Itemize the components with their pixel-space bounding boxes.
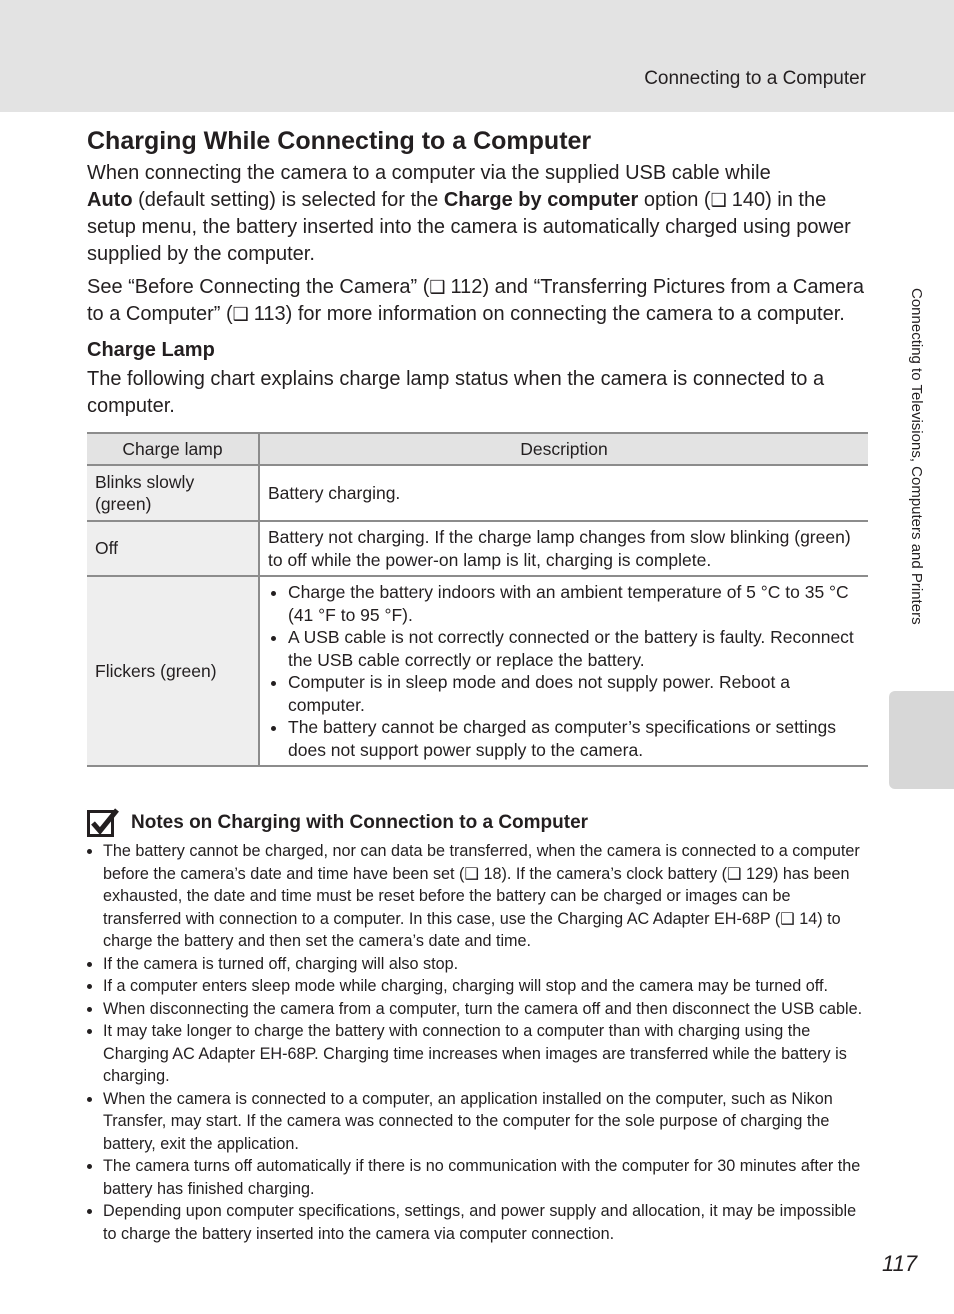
header-band [0, 0, 954, 112]
list-item: • The camera turns off automatically if there is no communication with the computer for 30 minutes after the battery has finished charging. [103, 1155, 868, 1200]
section-tab-label: Connecting to Televisions, Computers and Printers [908, 288, 925, 625]
notes-section [87, 806, 868, 1245]
list-item: • If the camera is turned off, charging will also stop. [103, 953, 868, 976]
auto-setting-label: Auto [87, 189, 133, 211]
list-item: • It may take longer to charge the battery with connection to a computer than with charging using the Charging AC Adapter EH-68P. Charging time increases when images are transferred while the battery is charging. [103, 1020, 868, 1088]
check-mark-icon [87, 808, 119, 838]
reference-book-icon: ❑ [710, 190, 732, 210]
section-heading: Charge Lamp [87, 339, 215, 361]
list-item: • The battery cannot be charged as computer’s specifications or settings does not support power supply to the camera. [288, 716, 860, 761]
list-item: • Computer is in sleep mode and does not supply power. Reboot a computer. [288, 671, 860, 716]
description-cell: Battery not charging. If the charge lamp changes from slow blinking (green) to off while the power-on lamp is lit, charging is complete. [259, 521, 868, 576]
list-item: • The battery cannot be charged, nor can data be transferred, when the camera is connected to a computer before the camera’s date and time have been set (❑ 18). If the camera’s clock battery (❑ 129) has been exhausted, the date and time must be reset before the battery can be charged or images can be transferred with connection to a computer. In this case, use the Charging AC Adapter EH-68P (❑ 14) to charge the battery and then set the camera’s date and time. [103, 840, 868, 953]
notes-title: Notes on Charging with Connection to a Computer [131, 812, 589, 833]
table-header-row [87, 433, 868, 465]
intro-text: (default setting) is selected for the [132, 189, 444, 211]
intro-text: ) for more information on connecting the camera to a computer. [285, 303, 845, 325]
section-intro: The following chart explains charge lamp status when the camera is connected to a computer. [87, 368, 825, 417]
page-reference: 140 [731, 189, 766, 211]
page-title: Charging While Connecting to a Computer [87, 127, 592, 155]
intro-text: ) and “Transferring Pictures from a Camera to a Computer” ( [87, 276, 865, 325]
intro-text: ) in the setup menu, the battery inserted into the camera is automatically charged using power supplied by the computer. [87, 189, 851, 265]
table-row [87, 576, 868, 766]
lamp-status-cell: Blinks slowly (green) [87, 465, 259, 521]
list-item: • When the camera is connected to a computer, an application installed on the computer, such as Nikon Transfer, may start. If the camera was connected to the computer for the sole purpose of charging the battery, exit the application. [103, 1088, 868, 1156]
page-number: 117 [882, 1251, 918, 1276]
charge-lamp-table [87, 432, 868, 767]
table-row [87, 521, 868, 576]
column-header: Charge lamp [87, 433, 259, 465]
running-head: Connecting to a Computer [644, 68, 866, 89]
section-tab [889, 691, 954, 789]
page-reference: 113 [253, 303, 286, 325]
charge-by-computer-label: Charge by computer [443, 189, 639, 211]
reference-book-icon: ❑ [232, 304, 254, 324]
page-reference: 112 [450, 276, 483, 298]
list-item: • When disconnecting the camera from a computer, turn the camera off and then disconnect the USB cable. [103, 998, 868, 1021]
table-row [87, 465, 868, 521]
list-item: • Charge the battery indoors with an ambient temperature of 5 °C to 35 °C (41 °F to 95 °F). [288, 581, 860, 626]
reference-book-icon: ❑ [429, 277, 451, 297]
description-cell [259, 576, 868, 766]
lamp-status-cell: Off [87, 521, 259, 576]
list-item: • A USB cable is not correctly connected or the battery is faulty. Reconnect the USB cable correctly or replace the battery. [288, 626, 860, 671]
intro-text: See “Before Connecting the Camera” ( [87, 276, 430, 298]
intro-paragraph-2 [87, 274, 868, 328]
intro-text: option ( [638, 189, 711, 211]
intro-text: When connecting the camera to a computer via the supplied USB cable while [87, 162, 771, 184]
notes-list [87, 840, 868, 1245]
lamp-status-cell: Flickers (green) [87, 576, 259, 766]
list-item: • Depending upon computer specifications, settings, and power supply and allocation, it may be impossible to charge the battery inserted into the camera via computer connection. [103, 1200, 868, 1245]
intro-paragraph-1 [87, 160, 868, 268]
column-header: Description [259, 433, 868, 465]
notes-header [87, 806, 868, 840]
list-item: • If a computer enters sleep mode while charging, charging will stop and the camera may be turned off. [103, 975, 868, 998]
description-list [268, 581, 860, 761]
description-cell: Battery charging. [259, 465, 868, 521]
main-content [87, 124, 868, 767]
